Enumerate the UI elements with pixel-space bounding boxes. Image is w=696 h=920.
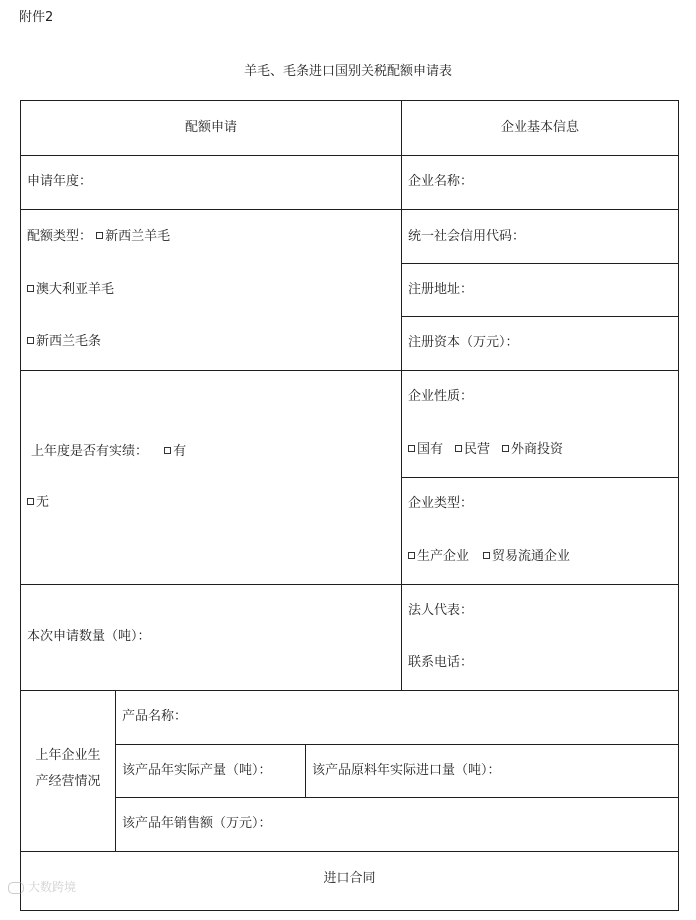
apply-quantity-label: 本次申请数量（吨）： xyxy=(27,629,151,644)
prior-performance-line1 xyxy=(31,444,186,460)
annual-output-label: 该产品年实际产量（吨）： xyxy=(122,763,272,778)
prior-performance-cell xyxy=(20,370,402,585)
quota-type-line1 xyxy=(27,229,170,245)
checkbox-nz-tops[interactable] xyxy=(27,337,34,344)
checkbox-trading[interactable] xyxy=(483,552,490,559)
option-nz-tops: 新西兰毛条 xyxy=(36,334,102,349)
attachment-label: 附件2 xyxy=(19,10,54,25)
phone-label[interactable]: 联系电话： xyxy=(408,655,474,670)
annual-sales-label: 该产品年销售额（万元）： xyxy=(122,816,272,831)
product-name-cell[interactable] xyxy=(115,690,679,745)
company-type-options xyxy=(408,549,570,565)
credit-code-label: 统一社会信用代码： xyxy=(408,229,526,244)
option-state-owned: 国有 xyxy=(417,442,444,457)
option-performance-yes: 有 xyxy=(173,444,187,459)
watermark xyxy=(8,878,76,895)
checkbox-performance-yes[interactable] xyxy=(164,447,171,454)
company-nature-cell xyxy=(401,370,679,478)
checkbox-performance-no[interactable] xyxy=(27,498,34,505)
contact-cell xyxy=(401,584,679,691)
reg-capital-label: 注册资本（万元）： xyxy=(408,335,519,350)
company-type-cell xyxy=(401,477,679,585)
checkbox-nz-wool[interactable] xyxy=(96,232,103,239)
company-name-label: 企业名称： xyxy=(408,174,474,189)
annual-import-label: 该产品原料年实际进口量（吨）： xyxy=(312,763,501,778)
company-nature-options xyxy=(408,442,563,458)
quota-type-cell xyxy=(20,209,402,371)
application-form-table xyxy=(20,100,679,920)
watermark-logo-icon xyxy=(8,882,24,894)
annual-sales-cell[interactable] xyxy=(115,797,679,852)
option-au-wool: 澳大利亚羊毛 xyxy=(36,282,115,297)
apply-year-label: 申请年度： xyxy=(27,174,93,189)
option-foreign-investment: 外商投资 xyxy=(511,442,564,457)
quota-type-line3 xyxy=(27,334,101,350)
section-header-quota xyxy=(20,100,402,156)
prior-operations-label-1: 上年企业生 xyxy=(35,748,101,763)
quota-type-label: 配额类型： xyxy=(27,229,93,244)
document-title: 羊毛、毛条进口国别关税配额申请表 xyxy=(243,64,452,79)
apply-quantity-cell[interactable] xyxy=(20,584,402,691)
section-quota-label: 配额申请 xyxy=(184,120,237,135)
company-type-label: 企业类型： xyxy=(408,496,474,511)
apply-year-cell[interactable] xyxy=(20,155,402,210)
option-private: 民营 xyxy=(464,442,491,457)
reg-address-label: 注册地址： xyxy=(408,282,474,297)
prior-performance-line2 xyxy=(27,495,49,511)
checkbox-au-wool[interactable] xyxy=(27,285,34,292)
prior-performance-label: 上年度是否有实绩： xyxy=(31,444,149,459)
prior-operations-header xyxy=(20,690,116,852)
company-name-cell[interactable] xyxy=(401,155,679,210)
import-contract-label: 进口合同 xyxy=(323,871,376,886)
checkbox-manufacturer[interactable] xyxy=(408,552,415,559)
option-nz-wool: 新西兰羊毛 xyxy=(105,229,171,244)
option-trading: 贸易流通企业 xyxy=(492,549,571,564)
company-nature-label: 企业性质： xyxy=(408,389,474,404)
checkbox-foreign-investment[interactable] xyxy=(502,445,509,452)
credit-code-cell[interactable] xyxy=(401,209,679,264)
reg-capital-cell[interactable] xyxy=(401,316,679,371)
prior-operations-label-2: 产经营情况 xyxy=(35,774,101,789)
option-manufacturer: 生产企业 xyxy=(417,549,470,564)
section-company-label: 企业基本信息 xyxy=(500,120,579,135)
checkbox-private[interactable] xyxy=(455,445,462,452)
import-contract-cell xyxy=(20,851,679,911)
checkbox-state-owned[interactable] xyxy=(408,445,415,452)
legal-rep-label[interactable]: 法人代表： xyxy=(408,603,474,618)
annual-import-cell[interactable] xyxy=(305,744,679,798)
product-name-label: 产品名称： xyxy=(122,709,188,724)
quota-type-line2 xyxy=(27,282,114,298)
watermark-text: 大数跨境 xyxy=(28,880,77,894)
option-performance-no: 无 xyxy=(36,495,50,510)
reg-address-cell[interactable] xyxy=(401,263,679,317)
annual-output-cell[interactable] xyxy=(115,744,306,798)
section-header-company xyxy=(401,100,679,156)
